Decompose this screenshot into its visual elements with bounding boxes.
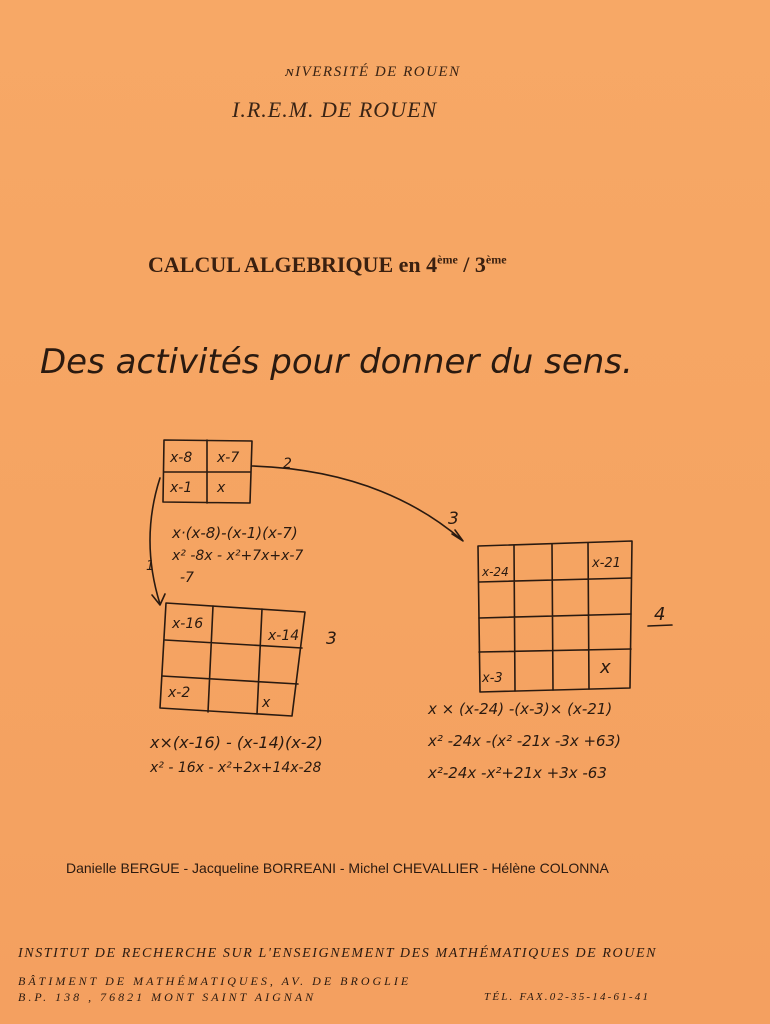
institute-heading: I.R.E.M. DE ROUEN [232, 97, 438, 122]
authors-line: Danielle BERGUE - Jacqueline BORREANI - Michel CHEVALLIER - Hélène COLONNA [66, 860, 609, 876]
expression-line: x² - 16x - x²+2x+14x-28 [150, 760, 322, 776]
arrow-label: 1 [146, 559, 155, 574]
mid-grid-cell: x [262, 695, 271, 711]
footer-address-line2: B.P. 138 , 76821 MONT SAINT AIGNAN [18, 990, 317, 1004]
university-name: ɴIVERSITÉ DE ROUEN [286, 64, 461, 80]
small-grid-cell: x-8 [170, 450, 193, 466]
big-grid-cell: x-21 [592, 556, 621, 571]
expression-line: x × (x-24) -(x-3)× (x-21) [428, 700, 613, 718]
expression-line: x² -8x - x²+7x+x-7 [172, 548, 304, 564]
footer-institute: INSTITUT DE RECHERCHE SUR L'ENSEIGNEMENT DES MATHÉMATIQUES DE ROUEN [18, 946, 658, 961]
big-grid-cell: x-3 [482, 671, 503, 686]
footer-address-line1: BÂTIMENT DE MATHÉMATIQUES, AV. DE BROGLIE [18, 974, 412, 988]
arrow-label: 2 [283, 456, 292, 472]
small-grid-cell: x-7 [217, 450, 240, 466]
underline-mark [648, 625, 672, 626]
algebra-diagrams [0, 420, 770, 800]
document-title [148, 252, 507, 278]
small-grid [163, 440, 252, 503]
arrow-to-mid-grid [150, 478, 160, 604]
expression-line: -7 [180, 570, 194, 586]
title-sup-1: ème [437, 252, 458, 267]
mid-grid-cell: x-14 [268, 628, 300, 644]
mid-grid-cell: x-2 [168, 685, 191, 701]
title-sep: / 3 [457, 252, 486, 277]
expression-line: x²-24x -x²+21x +3x -63 [428, 764, 607, 782]
expression-line: x·(x-8)-(x-1)(x-7) [172, 524, 298, 542]
arrow-label: 3 [326, 629, 337, 649]
small-grid-cell: x [217, 480, 226, 496]
title-main: CALCUL ALGEBRIQUE en 4 [148, 252, 438, 277]
handwritten-subtitle [40, 328, 700, 398]
footer-phone: TÉL. FAX.02-35-14-61-41 [484, 991, 651, 1003]
handwritten-subtitle-text: Des activités pour donner du sens. [40, 342, 633, 382]
expression-line: x×(x-16) - (x-14)(x-2) [150, 733, 323, 752]
arrow-label: 4 [654, 604, 666, 625]
mid-grid-cell: x-16 [172, 616, 204, 632]
small-grid-cell: x-1 [170, 480, 193, 496]
title-sup-2: ème [485, 252, 507, 267]
big-grid [478, 541, 632, 692]
big-grid-cell: x [600, 657, 611, 678]
mid-grid [160, 603, 305, 716]
expression-line: x² -24x -(x² -21x -3x +63) [428, 732, 621, 750]
big-grid-cell: x-24 [482, 565, 509, 579]
arrow-label: 3 [448, 509, 459, 529]
